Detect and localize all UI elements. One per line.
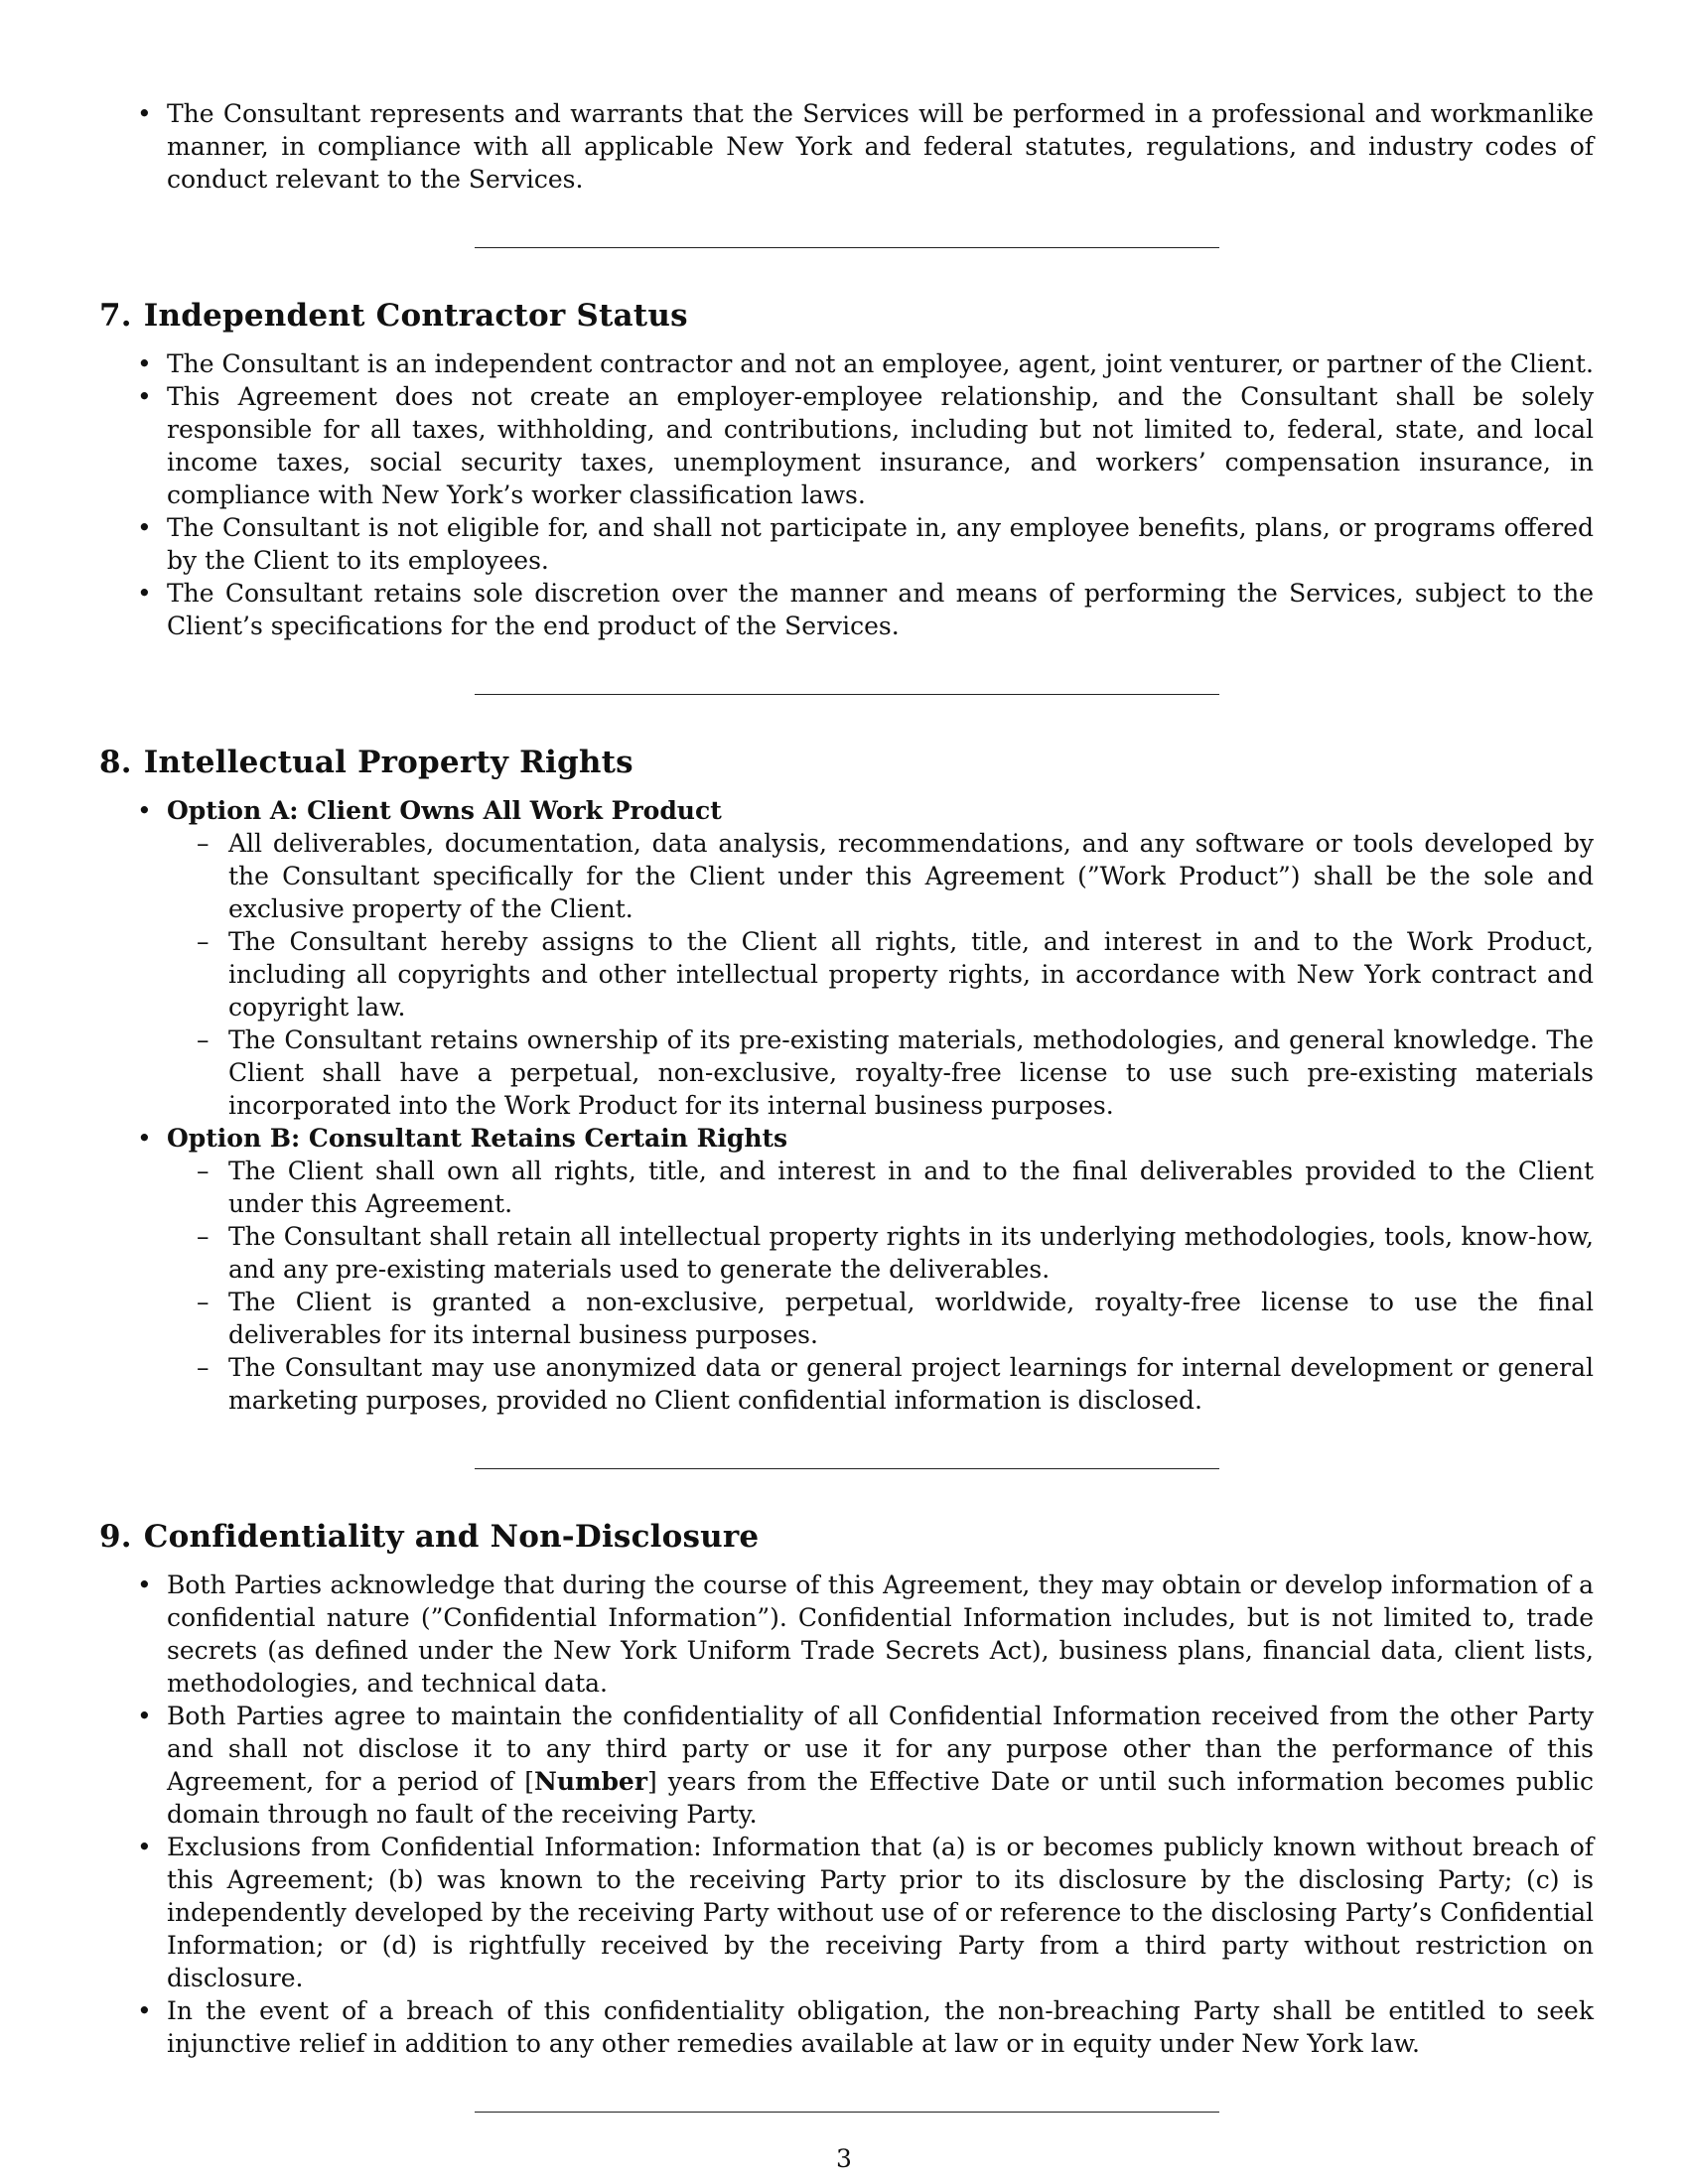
sub-list-item: – All deliverables, documentation, data analysis, recommendations, and any software or tools developed by the Consultant specifically for the Client under this Agreement (”Work Product”) shall be the sole and exclusive property of the Client. [167,827,1594,925]
page-content [99,97,1594,2160]
section-title: Confidentiality and Non-Disclosure [143,1519,760,1555]
section-6-continued-list [99,97,1594,196]
list-item: • The Consultant is an independent contractor and not an employee, agent, joint venturer, or partner of the Client. [99,347,1594,380]
text-run: Both Parties agree to maintain the confidentiality of all Confidential Information received from the other Party and shall not disclose it to any third party or use it for any purpose other than the performance of this Agreement, for a period of [ [167,1702,1594,1796]
placeholder-number: Number [533,1767,648,1796]
list-item: • The Consultant is not eligible for, and shall not participate in, any employee benefits, plans, or programs offered by the Client to its employees. [99,511,1594,577]
option-a-item [99,794,1594,1122]
sub-list-item: – The Consultant hereby assigns to the Client all rights, title, and interest in and to the Work Product, including all copyrights and other intellectual property rights, in accordance with New York contract and copyright law. [167,925,1594,1024]
list-item: • This Agreement does not create an employer-employee relationship, and the Consultant shall be solely responsible for all taxes, withholding, and contributions, including but not limited to, federal, state, and local income taxes, social security taxes, unemployment insurance, and workers’ compensation insurance, in compliance with New York’s worker classification laws. [99,380,1594,511]
section-9-heading [99,1517,1594,1557]
divider-wrap [99,642,1594,743]
list-item: • Exclusions from Confidential Information: Information that (a) is or becomes publicly known without breach of this Agreement; (b) was known to the receiving Party prior to its disclosure by the disclosing Party; (c) is independently developed by the receiving Party without use of or reference to the disclosing Party’s Confidential Information; or (d) is rightfully received by the receiving Party from a third party without restriction on disclosure. [99,1831,1594,1994]
section-divider [475,2112,1219,2113]
option-b-sublist [167,1155,1594,1417]
text-run: ] years from the Effective Date or until such information becomes public domain through no fault of the receiving Party. [167,1767,1594,1829]
sub-list-item: – The Consultant shall retain all intellectual property rights in its underlying methodologies, tools, know-how, and any pre-existing materials used to generate the deliverables. [167,1220,1594,1286]
option-b-item [99,1122,1594,1417]
section-7-heading [99,296,1594,336]
divider-wrap [99,196,1594,296]
section-9-list [99,1569,1594,2060]
list-item: • In the event of a breach of this confidentiality obligation, the non-breaching Party shall be entitled to seek injunctive relief in addition to any other remedies available at law or in equity under New York law. [99,1994,1594,2060]
sub-list-item: – The Client shall own all rights, title, and interest in and to the final deliverables provided to the Client under this Agreement. [167,1155,1594,1220]
sub-list-item: – The Consultant may use anonymized data or general project learnings for internal development or general marketing purposes, provided no Client confidential information is disclosed. [167,1351,1594,1417]
section-title: Intellectual Property Rights [143,745,633,780]
section-number: 7. [99,298,132,334]
list-item: • The Consultant represents and warrants that the Services will be performed in a professional and workmanlike manner, in compliance with all applicable New York and federal statutes, regulations, and industry codes of conduct relevant to the Services. [99,97,1594,196]
section-title: Independent Contractor Status [143,298,688,334]
section-divider [475,694,1219,695]
divider-wrap [99,1417,1594,1517]
section-divider [475,247,1219,248]
option-a-title: Option A: Client Owns All Work Product [167,796,722,825]
section-8-heading [99,743,1594,782]
list-item: • The Consultant retains sole discretion over the manner and means of performing the Services, subject to the Client’s specifications for the end product of the Services. [99,577,1594,642]
page-number: 3 [836,2144,852,2173]
list-item: • Both Parties acknowledge that during the course of this Agreement, they may obtain or develop information of a confidential nature (”Confidential Information”). Confidential Information includes, but is not limited to, trade secrets (as defined under the New York Uniform Trade Secrets Act), business plans, financial data, client lists, methodologies, and technical data. [99,1569,1594,1700]
option-a-sublist [167,827,1594,1122]
section-7-list [99,347,1594,642]
section-divider [475,1468,1219,1469]
section-number: 9. [99,1519,132,1555]
list-item [99,1700,1594,1831]
section-8-list [99,794,1594,1417]
section-number: 8. [99,745,132,780]
option-b-title: Option B: Consultant Retains Certain Rights [167,1124,788,1153]
sub-list-item: – The Consultant retains ownership of its pre-existing materials, methodologies, and general knowledge. The Client shall have a perpetual, non-exclusive, royalty-free license to use such pre-existing materials incorporated into the Work Product for its internal business purposes. [167,1024,1594,1122]
sub-list-item: – The Client is granted a non-exclusive, perpetual, worldwide, royalty-free license to use the final deliverables for its internal business purposes. [167,1286,1594,1351]
